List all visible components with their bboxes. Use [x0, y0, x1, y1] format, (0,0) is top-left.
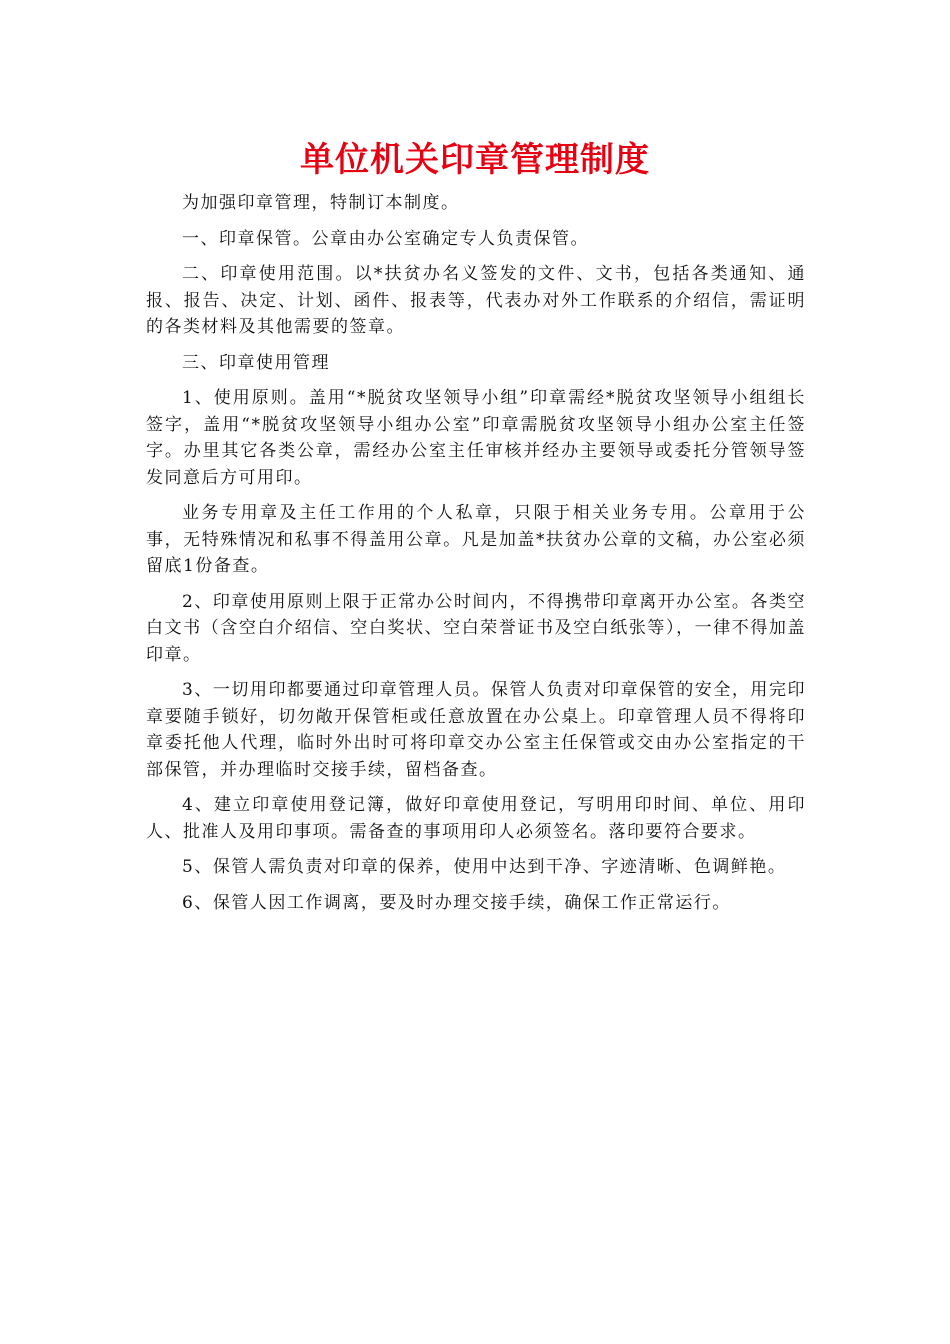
paragraph-usage-register: 4、建立印章使用登记簿，做好印章使用登记，写明用印时间、单位、用印人、批准人及用印事项。需备查的事项用印人必须签名。落印要符合要求。 — [146, 795, 806, 842]
paragraph-maintenance: 5、保管人需负责对印章的保养，使用中达到干净、字迹清晰、色调鲜艳。 — [182, 857, 787, 877]
paragraph-handover: 6、保管人因工作调离，要及时办理交接手续，确保工作正常运行。 — [182, 892, 731, 913]
paragraph-intro: 为加强印章管理，特制订本制度。 — [182, 193, 460, 213]
paragraph-seal-custody: 一、印章保管。公章由办公室确定专人负责保管。 — [182, 228, 589, 249]
paragraph-usage-principle: 1、使用原则。盖用“*脱贫攻坚领导小组”印章需经*脱贫攻坚领导小组组长签字，盖用“*脱贫攻坚领导小组办公室”印章需脱贫攻坚领导小组办公室主任签字。办里其它各类公章，需经办公室主任审核并经办主要领导或委托分管领导签发同意后方可用印。 — [146, 388, 806, 488]
document-body — [146, 190, 806, 925]
paragraph-office-hours: 2、印章使用原则上限于正常办公时间内，不得携带印章离开办公室。各类空白文书（含空白介绍信、空白奖状、空白荣誉证书及空白纸张等），一律不得加盖印章。 — [146, 591, 806, 665]
document-title: 单位机关印章管理制度 — [300, 140, 650, 180]
paragraph-special-seals: 业务专用章及主任工作用的个人私章，只限于相关业务专用。公章用于公事，无特殊情况和私事不得盖用公章。凡是加盖*扶贫办公章的文稿，办公室必须留底1份备查。 — [146, 503, 806, 576]
paragraph-seal-keeper: 3、一切用印都要通过印章管理人员。保管人负责对印章保管的安全，用完印章要随手锁好，切勿敞开保管柜或任意放置在办公桌上。印章管理人员不得将印章委托他人代理，临时外出时可将印章交办公室主任保管或交由办公室指定的干部保管，并办理临时交接手续，留档备查。 — [146, 680, 806, 780]
paragraph-seal-management-heading: 三、印章使用管理 — [182, 352, 330, 373]
paragraph-seal-scope: 二、印章使用范围。以*扶贫办名义签发的文件、文书，包括各类通知、通报、报告、决定、计划、函件、报表等，代表办对外工作联系的介绍信，需证明的各类材料及其他需要的签章。 — [146, 264, 806, 337]
